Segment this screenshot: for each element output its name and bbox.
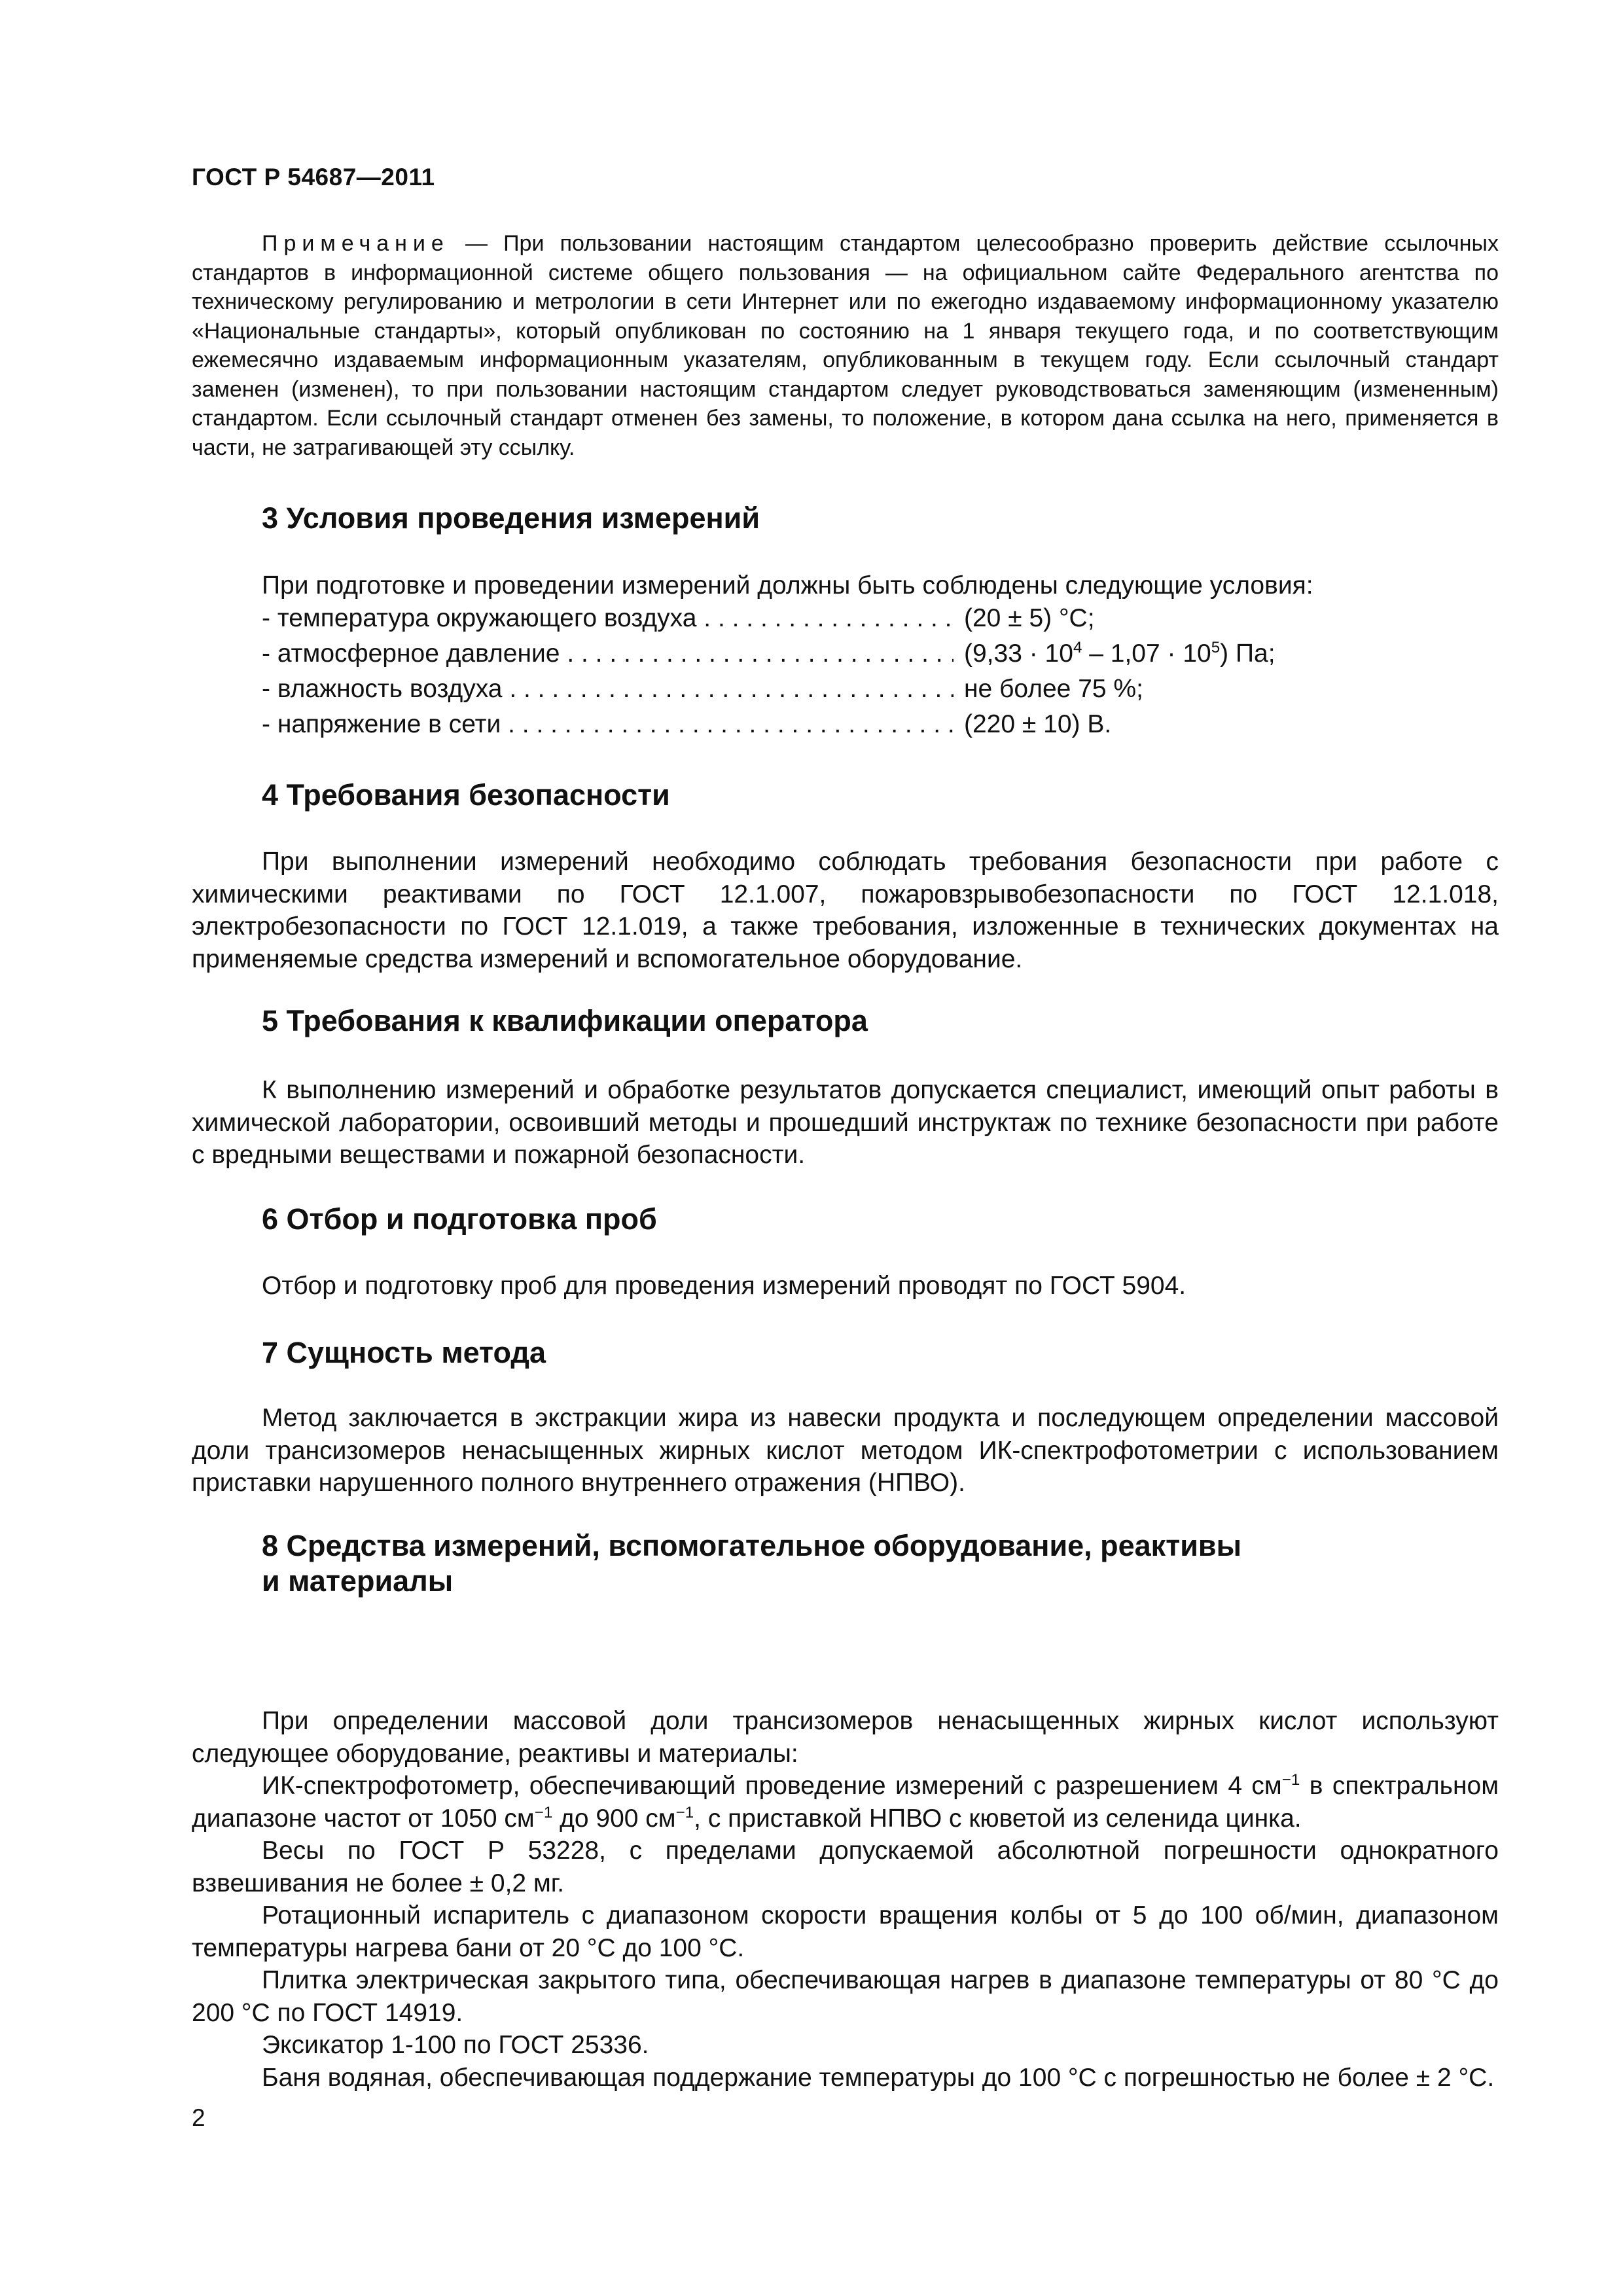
section-6-title: 6 Отбор и подготовка проб (262, 1202, 657, 1236)
note-paragraph (192, 229, 1499, 462)
condition-name: - температура окружающего воздуха . . . (262, 601, 954, 636)
condition-name: - влажность воздуха . . . (262, 672, 954, 707)
condition-row (262, 672, 1275, 707)
page-number: 2 (192, 2104, 205, 2131)
conditions-list (262, 601, 1275, 742)
section-6-text: Отбор и подготовку проб для проведения измерений проводят по ГОСТ 5904. (262, 1272, 1186, 1300)
section-3-title: 3 Условия проведения измерений (262, 501, 760, 535)
section-5-text: К выполнению измерений и обработке результатов допускается специалист, имеющий опыт работы в химической лаборатории, освоивший методы и прошедший инструктаж по технике безопасности при работе с вредными веществами и пожарной безопасности. (192, 1076, 1499, 1169)
condition-value: (20 ± 5) °С; (964, 604, 1095, 632)
note-text: — При пользовании настоящим стандартом целесообразно проверить действие ссылочных стандартов в информационной системе общего пользования — на официальном сайте Федерального агентства по техническому регулированию и метрологии в сети Интернет или по ежегодно издаваемому информационному указателю «Национальные стандарты», который опубликован по состоянию на 1 января текущего года, и по соответствующим ежемесячно издаваемым информационным указателям, опубликованным в текущем году. Если ссылочный стандарт заменен (изменен), то при пользовании настоящим стандартом следует руководствоваться заменяющим (измененным) стандартом. Если ссылочный стандарт отменен без замены, то положение, в котором дана ссылка на него, применяется в части, не затрагивающей эту ссылку. (192, 231, 1499, 460)
section-7-title: 7 Сущность метода (262, 1336, 546, 1369)
section-5-title: 5 Требования к квалификации оператора (262, 1004, 868, 1037)
section-4-text: При выполнении измерений необходимо соблюдать требования безопасности при работе с химическими реактивами по ГОСТ 12.1.007, пожаровзрывобезопасности по ГОСТ 12.1.018, электробезопасности по ГОСТ 12.1.019, а также требования, изложенные в технических документах на применяемые средства измерений и вспомогательное оборудование. (192, 848, 1499, 973)
condition-name: - атмосферное давление . . . (262, 636, 954, 672)
condition-row (262, 636, 1275, 672)
section-4-title: 4 Требования безопасности (262, 778, 670, 812)
equipment-item: Баня водяная, обеспечивающая поддержание температуры до 100 °С с погрешностью не более ± 2 °С. (262, 2063, 1495, 2092)
section-3-intro: При подготовке и проведении измерений должны быть соблюдены следующие условия: (262, 571, 1313, 600)
condition-row (262, 707, 1275, 742)
equipment-item: Эксикатор 1-100 по ГОСТ 25336. (262, 2031, 649, 2059)
condition-row (262, 601, 1275, 636)
condition-value: $(9,33 \cdot 10^4 - 1,07 \cdot 10^5)$ Па; (964, 639, 1275, 668)
equipment-item: Плитка электрическая закрытого типа, обеспечивающая нагрев в диапазоне температуры от 80 °С до 200 °С по ГОСТ 14919. (192, 1966, 1499, 2027)
section-7-text: Метод заключается в экстракции жира из навески продукта и последующем определении массовой доли трансизомеров ненасыщенных жирных кислот методом ИК-спектрофотометрии с использованием приставки нарушенного полного внутреннего отражения (НПВО). (192, 1404, 1499, 1497)
condition-value: (220 ± 10) В. (964, 710, 1112, 738)
section-8-intro: При определении массовой доли трансизомеров ненасыщенных жирных кислот используют следующее оборудование, реактивы и материалы: (192, 1707, 1499, 1768)
equipment-item: Весы по ГОСТ Р 53228, с пределами допускаемой абсолютной погрешности однократного взвешивания не более ± 0,2 мг. (192, 1837, 1499, 1897)
equipment-list (192, 1705, 1499, 2094)
equipment-item: ИК-спектрофотометр, обеспечивающий проведение измерений с разрешением 4 $см^{-1}$ в спектральном диапазоне частот от 1050 $см^{-1}$ до 900 $см^{-1}$, с приставкой НПВО с кюветой из селенида цинка. (192, 1771, 1499, 1833)
condition-value: не более 75 %; (964, 675, 1143, 703)
document-code: ГОСТ Р 54687—2011 (192, 164, 435, 190)
condition-name: - напряжение в сети . . . (262, 707, 954, 742)
section-8-title: 8 Средства измерений, вспомогательное оборудование, реактивы и материалы (262, 1529, 1241, 1598)
equipment-item: Ротационный испаритель с диапазоном скорости вращения колбы от 5 до 100 об/мин, диапазоном температуры нагрева бани от 20 °С до 100 °С. (192, 1901, 1499, 1962)
note-label: Примечание (262, 231, 450, 256)
